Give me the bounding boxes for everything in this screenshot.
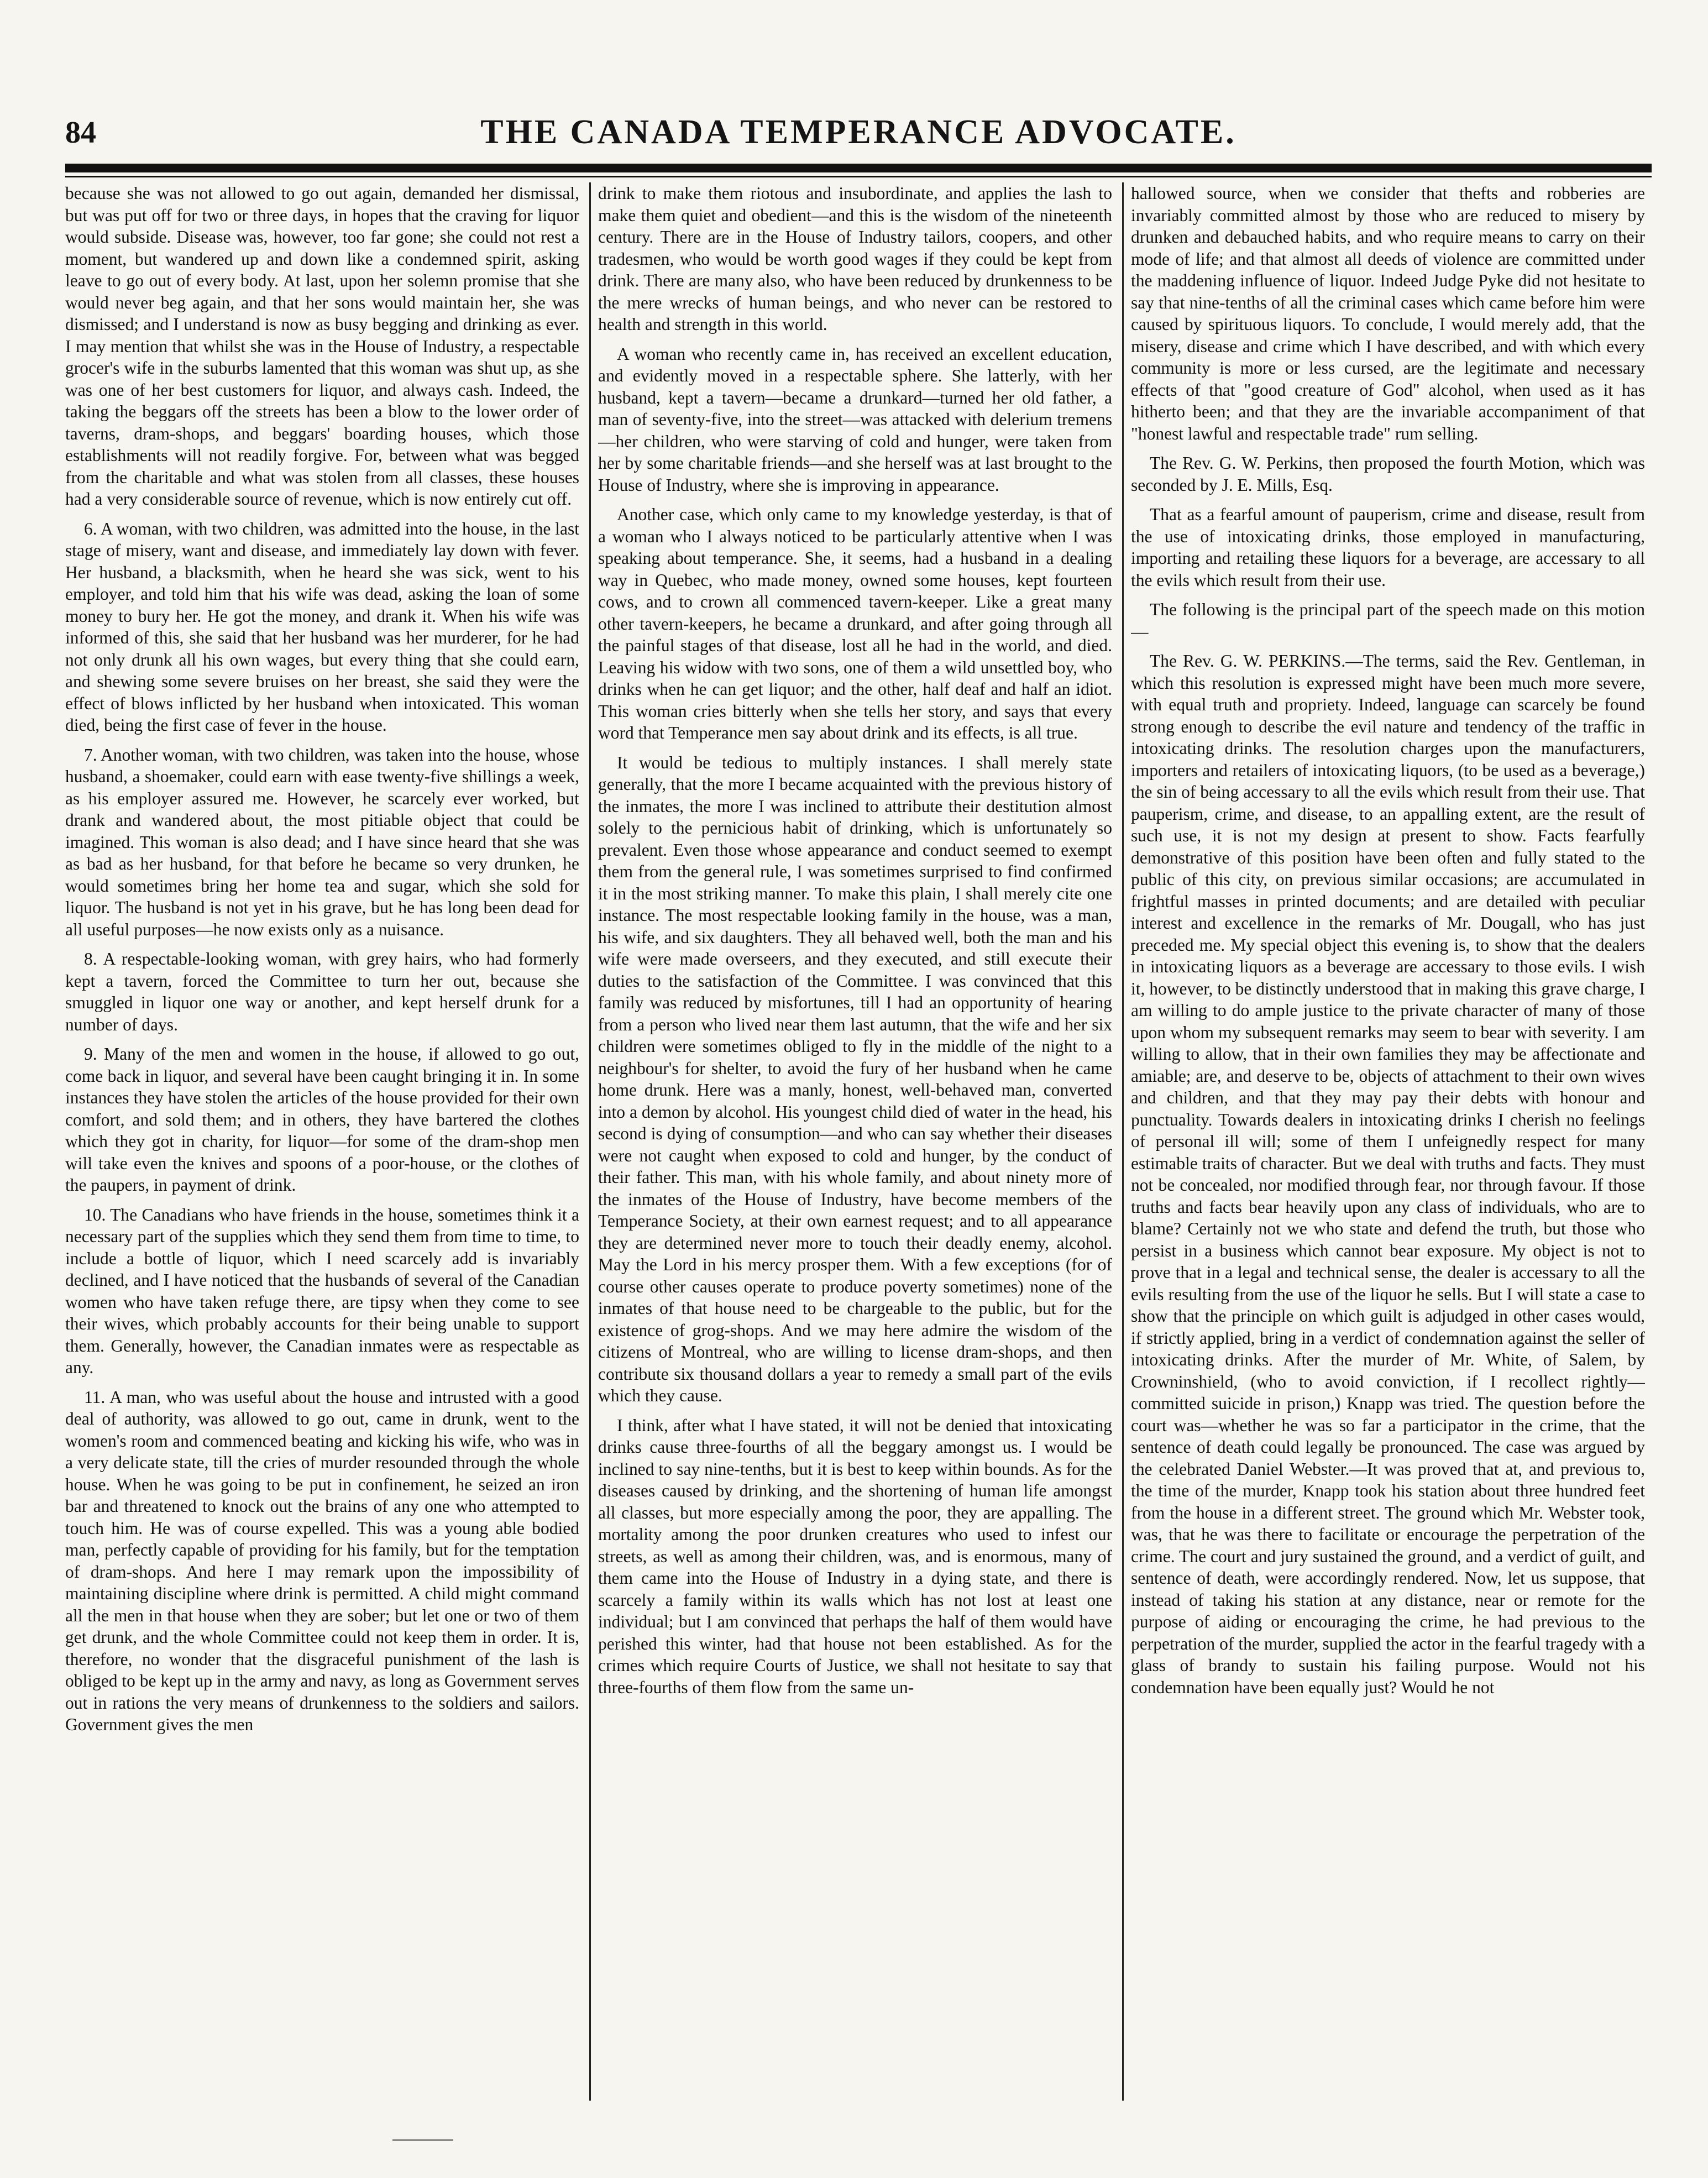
paragraph: 10. The Canadians who have friends in the house, sometimes think it a necessary part of the supplies which they send them from time to time, to include a bottle of liquor, which I need scarcely add is invariably declined, and I have noticed that the husbands of several of the Canadian women who have taken refuge there, are tipsy when they come to see their wives, which probably accounts for their being unable to support them. Generally, however, the Canadian inmates were as respectable as any. (65, 1205, 579, 1377)
paragraph: 9. Many of the men and women in the house, if allowed to go out, come back in liquor, and several have been caught bringing it in. In some instances they have stolen the articles of the house provided for their own comfort, and sold them; and in others, they have bartered the clothes which they got in charity, for liquor—for some of the dram-shop men will take even the knives and spoons of a poor-house, or the clothes of the paupers, in payment of drink. (65, 1044, 579, 1195)
paragraph: hallowed source, when we consider that thefts and robberies are invariably committed almost by those who are reduced to misery by drunken and debauched habits, and who require means to carry on their mode of life; and that almost all deeds of violence are committed under the maddening influence of liquor. Indeed Judge Pyke did not hesitate to say that nine-tenths of all the criminal cases which came before him were caused by spirituous liquors. To conclude, I would merely add, that the misery, disease and crime which I have described, and with which every community is more or less cursed, are the legitimate and necessary effects of that "good creature of God" alcohol, when used as it has hitherto been; and that they are the invariable accompaniment of that "honest lawful and respectable trade" rum selling. (1131, 184, 1645, 443)
paragraph: 8. A respectable-looking woman, with grey hairs, who had formerly kept a tavern, forced the Committee to turn her out, because she smuggled in liquor one way or another, and kept herself drunk for a number of days. (65, 949, 579, 1034)
paragraph: 11. A man, who was useful about the house and intrusted with a good deal of authority, was allowed to go out, came in drunk, went to the women's room and commenced beating and kicking his wife, who was in a very delicate state, till the cries of murder resounded through the whole house. When he was going to be put in confinement, he seized an iron bar and threatened to knock out the brains of any one who attempted to touch him. He was of course expelled. This was a young able bodied man, perfectly capable of providing for his family, but for the temptation of dram-shops. And here I may remark upon the impossibility of maintaining discipline where drink is permitted. A child might command all the men in that house when they are sober; but let one or two of them get drunk, and the whole Committee could not keep them in order. It is, therefore, no wonder that the disgraceful punishment of the lash is obliged to be kept up in the army and navy, as long as Government serves out in rations the very means of drunkenness to the soldiers and sailors. Government gives the men (65, 1387, 579, 1734)
paragraph: A woman who recently came in, has received an excellent education, and evidently moved in a respectable sphere. She latterly, with her husband, kept a tavern—became a drunkard—turned her old father, a man of seventy-five, into the street—was attacked with delerium tremens—her children, who were starving of cold and hunger, were taken from her by some charitable friends—and she herself was at last brought to the House of Industry, where she is improving in appearance. (598, 344, 1112, 495)
header-rule-thin (65, 176, 1652, 177)
paragraph: drink to make them riotous and insubordinate, and applies the lash to make them quiet and obedient—and this is the wisdom of the nineteenth century. There are in the House of Industry tailors, coopers, and other tradesmen, who would be worth good wages if they could be kept from drink. There are many also, who have been reduced by drunkenness to be the mere wrecks of human beings, and who never can be restored to health and strength in this world. (598, 184, 1112, 334)
page-number: 84 (65, 116, 96, 150)
paragraph: I think, after what I have stated, it will not be denied that intoxicating drinks cause three-fourths of all the beggary amongst us. I would be inclined to say nine-tenths, but it is best to keep within bounds. As for the diseases caused by drinking, and the shortening of human life amongst all classes, but more especially among the poor, they are appalling. The mortality among the poor drunken creatures who used to infest our streets, as well as among their children, was, and is enormous, many of them came into the House of Industry in a dying state, and there is scarcely a family within its walls which has not lost at least one individual; but I am convinced that perhaps the half of them would have perished this winter, had that house not been established. As for the crimes which require Courts of Justice, we shall not hesitate to say that three-fourths of them flow from the same un- (598, 1415, 1112, 1697)
speech-text: The Rev. G. W. PERKINS.—The terms, said the Rev. Gentleman, in which this resolution is expressed might have been much more severe, with equal truth and propriety. Indeed, language can scarcely be found strong enough to describe the evil nature and tendency of the traffic in intoxicating drinks. The resolution charges upon the manufacturers, importers and retailers of intoxicating liquors, (to be used as a beverage,) the sin of being accessary to all the evils which result from their use. That pauperism, crime, and disease, to an appalling extent, are the result of such use, it is not my design at present to show. Facts fearfully demonstrative of this position have been often and fully stated to the public of this city, on previous similar occasions; are accumulated in frightful masses in printed documents; and are detailed with peculiar interest and excellence in the remarks of Mr. Dougall, who has just preceded me. My special object this evening is, to show that the dealers in intoxicating liquors as a beverage are accessary to those evils. I wish it, however, to be distinctly understood that in making this grave charge, I am willing to do ample justice to the private character of many of those upon whom my subsequent remarks may seem to bear with severity. I am willing to allow, that in their own families they may be affectionate and amiable; are, and deserve to be, objects of attachment to their own wives and children, and that they may pay their debts with honour and punctuality. Towards dealers in intoxicating drinks I cherish no feelings of personal ill will; some of them I unfeignedly respect for many estimable traits of character. But we deal with truths and facts. They must not be concealed, nor modified through fear, nor through favour. If those truths and facts bear heavily upon any class of individuals, who are to blame? Certainly not we who state and defend the truth, but those who persist in a business which cannot bear exposure. My object is not to prove that in a legal and technical sense, the dealer is accessary to all the evils resulting from the use of the liquor he sells. But I will state a case to show that the principle on which guilt is adjudged in other cases would, if strictly applied, bring in a verdict of condemnation against the seller of intoxicating drinks. After the murder of Mr. White, of Salem, by Crowninshield, (who to avoid conviction, if I recollect rightly—committed suicide in prison,) Knapp was tried. The question before the court was—whether he was so far a participator in the crime, that the sentence of death could legally be pronounced. The case was argued by the celebrated Daniel Webster.—It was proved that at, and previous to, the time of the murder, Knapp took his station about three hundred feet from the house in a different street. The ground which Mr. Webster took, was, that he was there to facilitate or encourage the perpetration of the crime. The court and jury sustained the ground, and a verdict of guilt, and sentence of death, were accordingly rendered. Now, let us suppose, that instead of taking his station at any distance, near or remote for the purpose of aiding or encouraging the crime, he had previous to the perpetration of the murder, supplied the actor in the fearful tragedy with a glass of brandy to sustain his failing purpose. Would not his condemnation have been equally just? Would he not (1131, 651, 1645, 1697)
resolution-text: That as a fearful amount of pauperism, crime and disease, result from the use of intoxicating drinks, those employed in manufacturing, importing and retailing these liquors for a beverage, are accessary to all the evils which result from their use. (1131, 505, 1645, 590)
footer-mark (392, 2139, 453, 2141)
paragraph: Another case, which only came to my knowledge yesterday, is that of a woman who I always noticed to be particularly attentive when I was speaking about temperance. She, it seems, had a husband in a dealing way in Quebec, who made money, owned some houses, kept fourteen cows, and to crown all commenced tavern-keeper. Like a great many other tavern-keepers, he became a drunkard, and after going through all the painful stages of that disease, lost all he had in the world, and died. Leaving his widow with two sons, one of them a wild unsettled boy, who drinks when he can get liquor; and the other, half deaf and half an idiot. This woman cries bitterly when she tells her story, and says that every word that Temperance men say about drink and its effects, is all true. (598, 505, 1112, 742)
page-header (65, 113, 1652, 163)
column-1 (65, 182, 579, 2112)
column-divider-2 (1122, 182, 1124, 2101)
column-divider-1 (589, 182, 591, 2101)
motion-announcement: The Rev. G. W. Perkins, then proposed the fourth Motion, which was seconded by J. E. Mills, Esq. (1131, 453, 1645, 495)
masthead-title: THE CANADA TEMPERANCE ADVOCATE. (480, 113, 1237, 151)
paragraph: because she was not allowed to go out again, demanded her dismissal, but was put off for two or three days, in hopes that the craving for liquor would subside. Disease was, however, too far gone; she could not rest a moment, but wandered up and down like a condemned spirit, asking leave to go out of every body. At last, upon her solemn promise that she would never beg again, and that her sons would maintain her, she was dismissed; and I understand is now as busy begging and drinking as ever. I may mention that whilst she was in the House of Industry, a respectable grocer's wife in the suburbs lamented that this woman was shut up, as she was one of her best customers for liquor, and always cash. Indeed, the taking the beggars off the streets has been a blow to the lower order of taverns, dram-shops, and beggars' boarding houses, which those establishments will not readily forgive. For, between what was begged from the charitable and what was stolen from all classes, these houses had a very considerable source of revenue, which is now entirely cut off. (65, 184, 579, 509)
header-rule-thick (65, 164, 1652, 172)
paragraph: It would be tedious to multiply instances. I shall merely state generally, that the more I became acquainted with the previous history of the inmates, the more I was inclined to attribute their destitution almost solely to the pernicious habit of drinking, which is unfortunately so prevalent. Even those whose appearance and conduct seemed to exempt them from the general rule, I was sometimes surprised to find confirmed it in the most striking manner. To make this plain, I shall merely cite one instance. The most respectable looking family in the house, was a man, his wife, and six daughters. They all behaved well, both the man and his wife were made overseers, and they executed, and still execute their duties to the satisfaction of the Committee. I was convinced that this family was reduced by misfortunes, till I had an opportunity of hearing from a person who lived near them last autumn, that the wife and her six children were sometimes obliged to fly in the middle of the night to a neighbour's for shelter, to avoid the fury of her husband when he came home drunk. Here was a manly, honest, well-behaved man, converted into a demon by alcohol. His youngest child died of water in the head, his second is dying of consumption—and who can say whether their diseases were not caught when exposed to cold and hunger, by the conduct of their father. This man, with his whole family, and about ninety more of the inmates of the House of Industry, have become members of the Temperance Society, at their own earnest request; and to all appearance they are determined never more to touch their deadly enemy, alcohol. May the Lord in his mercy prosper them. With a few exceptions (for of course other causes operate to produce poverty sometimes) none of the inmates of that house need to be chargeable to the public, but for the existence of grog-shops. And we may here admire the wisdom of the citizens of Montreal, who are willing to license dram-shops, and then contribute six thousand dollars a year to remedy a small part of the evils which they cause. (598, 752, 1112, 1405)
speech-intro: The following is the principal part of the speech made on this motion — (1131, 600, 1645, 641)
paragraph: 7. Another woman, with two children, was taken into the house, whose husband, a shoemaker, could earn with ease twenty-five shillings a week, as his employer assured me. However, he scarcely ever worked, but drank and wandered about, the most pitiable object that could be imagined. This woman is also dead; and I have since heard that she was as bad as her husband, for that before he became so very drunken, he would sometimes bring her home tea and sugar, which she sold for liquor. The husband is not yet in his grave, but he has long been dead for all useful purposes—he now exists only as a nuisance. (65, 745, 579, 939)
column-2 (598, 182, 1112, 2112)
column-3 (1131, 182, 1645, 2112)
paragraph: 6. A woman, with two children, was admitted into the house, in the last stage of misery, want and disease, and immediately lay down with fever. Her husband, a blacksmith, when he heard she was sick, went to his employer, and told him that his wife was dead, asking the loan of some money to bury her. He got the money, and drank it. When his wife was informed of this, she said that her husband was her murderer, for he had not only drunk all his own wages, but every thing that she could earn, and shewing some severe bruises on her breast, she said they were the effect of blows inflicted by her husband when intoxicated. This woman died, being the first case of fever in the house. (65, 519, 579, 735)
